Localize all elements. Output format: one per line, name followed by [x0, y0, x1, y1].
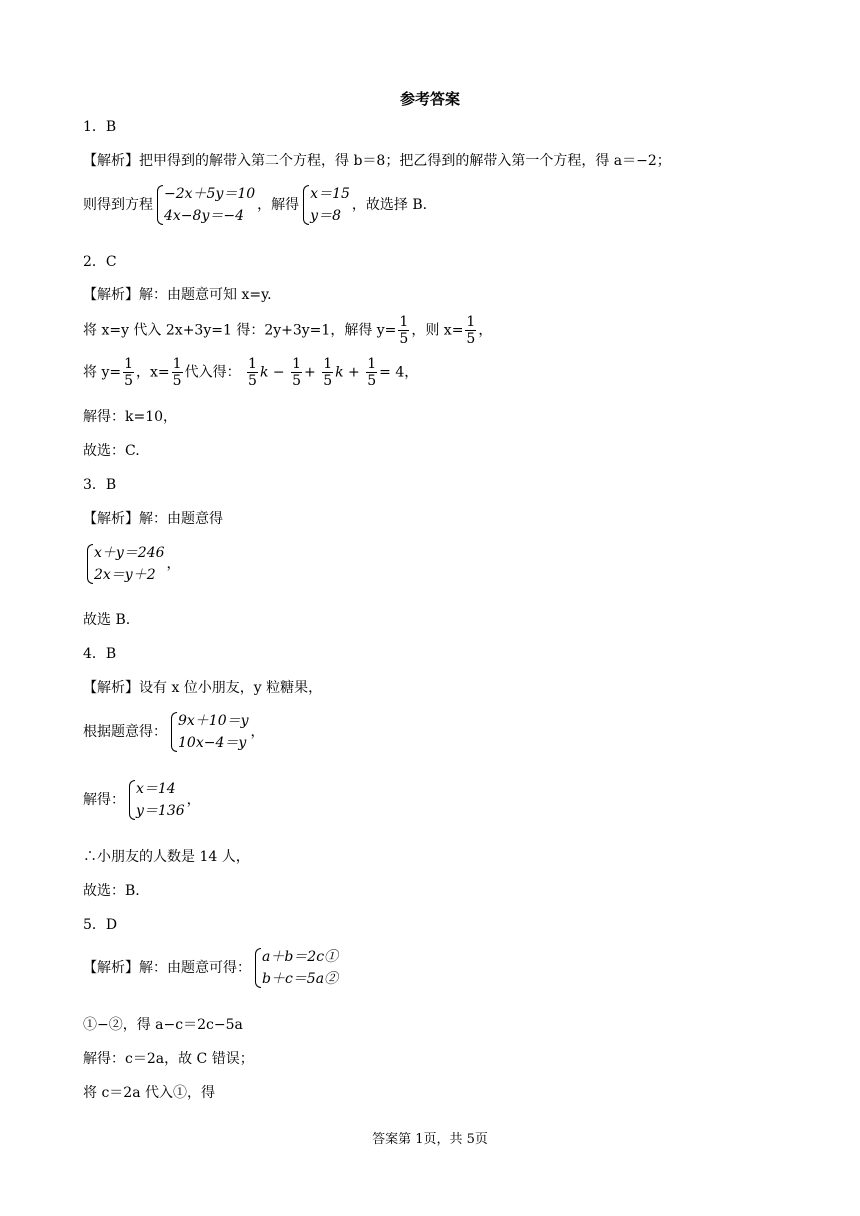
q4-explanation-line5: 故选：B. [83, 883, 140, 899]
q3-explanation-line1: 【解析】解：由题意得 [83, 511, 223, 527]
page-title: 参考答案 [399, 90, 460, 108]
q5-explanation-line1: 【解析】解：由题意可得： a＋b＝2c① b＋c＝5a② [83, 946, 340, 990]
q2-answer: 2．C [83, 254, 117, 270]
q4-explanation-line1: 【解析】设有 x 位小朋友，y 粒糖果， [83, 680, 323, 696]
fraction: $\frac{1}{5}$ [172, 356, 182, 389]
q1-solution-system: x＝15 y＝8 [301, 183, 350, 227]
q4-equation-system: 9x＋10＝y 10x−4＝y [169, 710, 249, 754]
fraction: $\frac{1}{5}$ [248, 356, 257, 389]
q2-explanation-line4: 解得：k=10， [83, 409, 178, 425]
q5-answer: 5．D [83, 917, 118, 933]
page-footer: 答案第 1页，共 5页 [372, 1132, 488, 1147]
q2-explanation-line2: 将 x=y 代入 2x+3y=1 得：2y+3y=1，解得 y= $\frac{1}{5}$ ，则 x= $\frac{1}{5}$ ， [83, 314, 493, 347]
q1-explanation-line2: 则得到方程 −2x＋5y＝10 4x−8y＝−4 ，解得 x＝15 y＝8 ，故选择 B. [83, 183, 427, 227]
q4-explanation-line3: 解得： x＝14 y＝136 ， [83, 778, 201, 822]
q3-equation-line: x＋y＝246 2x＝y＋2 ， [83, 542, 181, 586]
q1-explanation-line1: 【解析】把甲得到的解带入第二个方程，得 b＝8；把乙得到的解带入第一个方程，得 a＝−2； [83, 153, 671, 169]
fraction: $\frac{1}{5}$ [124, 356, 134, 389]
q1-equation-system: −2x＋5y＝10 4x−8y＝−4 [155, 183, 255, 227]
q2-explanation-line5: 故选：C. [83, 443, 140, 459]
q1-answer: 1．B [83, 119, 117, 135]
q5-equation-system: a＋b＝2c① b＋c＝5a② [253, 946, 338, 990]
q3-explanation-line3: 故选 B. [83, 612, 131, 628]
q3-equation-system: x＋y＝246 2x＝y＋2 [85, 542, 165, 586]
q3-answer: 3．B [83, 477, 117, 493]
q4-explanation-line2: 根据题意得： 9x＋10＝y 10x−4＝y ， [83, 710, 265, 754]
q4-solution-system: x＝14 y＝136 [127, 778, 185, 822]
q4-answer: 4．B [83, 646, 117, 662]
q5-explanation-line2: ①−②，得 a−c＝2c−5a [83, 1017, 243, 1033]
fraction: $\frac{1}{5}$ [323, 356, 333, 389]
fraction: $\frac{1}{5}$ [466, 314, 476, 347]
fraction: $\frac{1}{5}$ [292, 356, 301, 389]
q4-explanation-line4: ∴小朋友的人数是 14 人， [83, 849, 250, 865]
q5-explanation-line3: 解得：c＝2a，故 C 错误； [83, 1051, 254, 1067]
fraction: $\frac{1}{5}$ [399, 314, 409, 347]
q2-explanation-line1: 【解析】解：由题意可知 x=y. [83, 287, 272, 303]
q2-explanation-line3: 将 y= $\frac{1}{5}$ ，x= $\frac{1}{5}$ 代入得： $\frac{1}{5}$ k − $\frac{1}{5}$ + $\frac{1}{5}$ k + $\frac{1}{5}$ = 4， [83, 356, 419, 389]
fraction: $\frac{1}{5}$ [367, 356, 377, 389]
q5-explanation-line4: 将 c＝2a 代入①，得 [83, 1085, 215, 1101]
